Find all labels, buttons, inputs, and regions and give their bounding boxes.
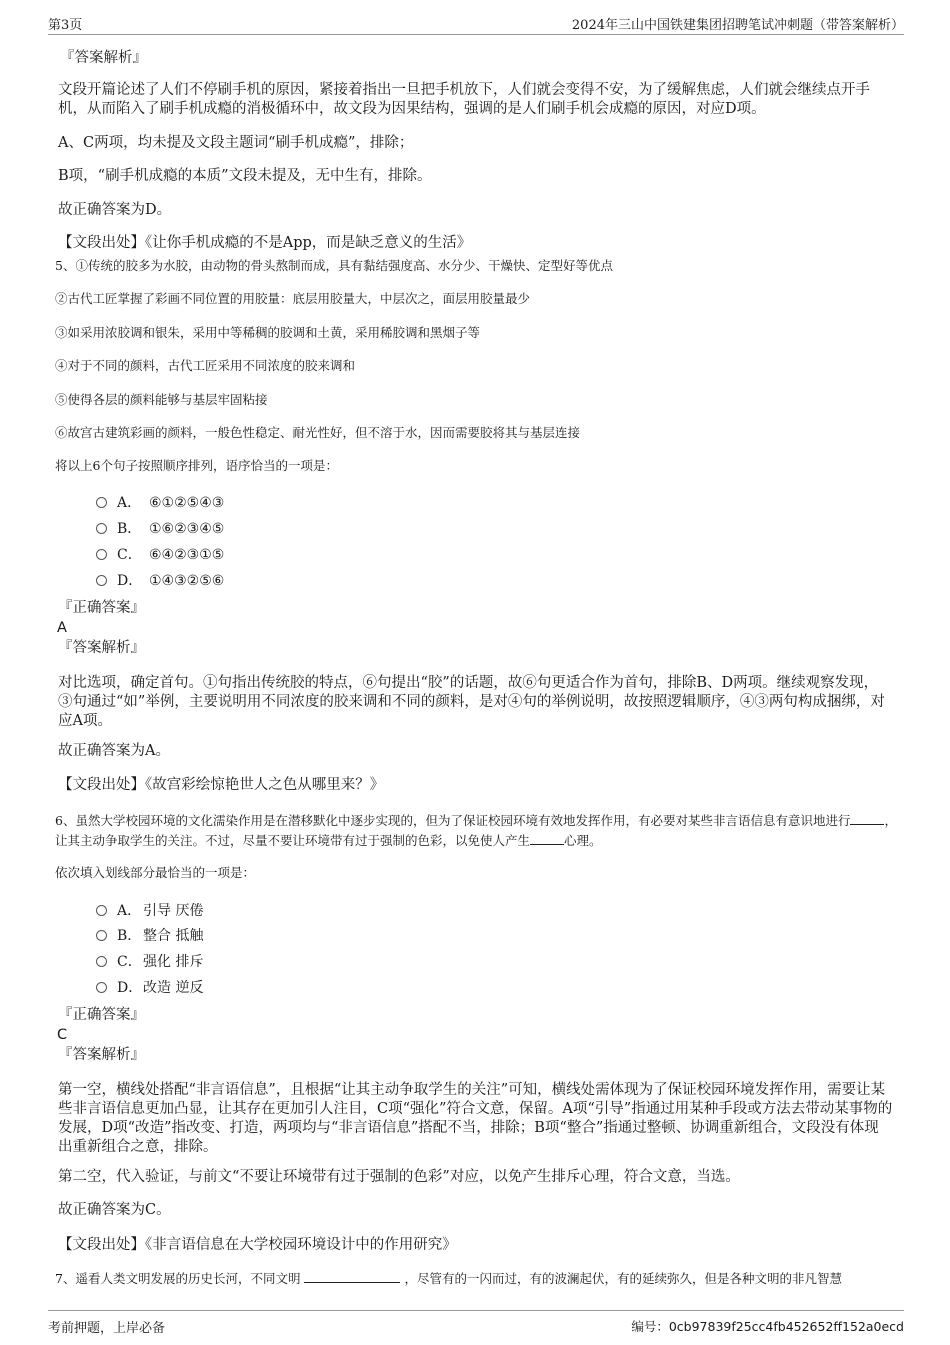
radio-circle-icon[interactable] bbox=[96, 982, 107, 993]
radio-circle-icon[interactable] bbox=[96, 575, 107, 586]
q6-stem bbox=[55, 811, 900, 851]
q6-option-c[interactable] bbox=[96, 952, 203, 972]
q5-option-a[interactable] bbox=[96, 493, 224, 513]
q4-analysis-p2: A、C两项，均未提及文段主题词“刷手机成瘾”，排除； bbox=[58, 135, 414, 151]
radio-circle-icon[interactable] bbox=[96, 905, 107, 916]
q7-stem bbox=[55, 1269, 915, 1289]
q6-analysis-p1: 第一空，横线处搭配“非言语信息”，且根据“让其主动争取学生的关注”可知，横线处需体现为了保证校园环境发挥作用，需要让某些非言语信息更加凸显，让其存在更加引人注目，C项“强化”符合文意，保留。A项“引导”指通过用某种手段或方法去带动某事物的发展，D项“改造”指改变、打造，两项均与“非言语信息”搭配不当，排除；B项“整合”指通过整顿、协调重新组合，文段没有体现出重新组合之意，排除。 bbox=[58, 1082, 893, 1155]
q5-sentence-3: ③如采用浓胶调和银朱，采用中等稀稠的胶调和土黄，采用稀胶调和黑烟子等 bbox=[55, 325, 481, 340]
q7-stem-part-1: 7、遥看人类文明发展的历史长河，不同文明 bbox=[55, 1271, 301, 1286]
q6-answer: C bbox=[57, 1027, 68, 1043]
option-letter: C． bbox=[117, 547, 142, 563]
q6-analysis-p3: 故正确答案为C。 bbox=[58, 1202, 171, 1218]
option-letter: B． bbox=[117, 928, 142, 944]
option-text: 强化 排斥 bbox=[143, 954, 204, 970]
q4-analysis-label: 『答案解析』 bbox=[60, 50, 147, 66]
option-text: 改造 逆反 bbox=[143, 980, 204, 996]
q4-analysis-p1: 文段开篇论述了人们不停刷手机的原因，紧接着指出一旦把手机放下，人们就会变得不安，为了缓解焦虑，人们就会继续点开手机，从而陷入了刷手机成瘾的消极循环中，故文段为因果结构，强调的是人们刷手机会成瘾的原因，对应D项。 bbox=[58, 82, 870, 117]
option-letter: A． bbox=[117, 903, 142, 919]
option-letter: D． bbox=[117, 573, 143, 589]
q6-stem-part-3: 心理。 bbox=[564, 833, 602, 848]
document-serial: 编号：0cb97839f25cc4fb452652ff152a0ecd bbox=[631, 1319, 904, 1334]
page-header bbox=[48, 12, 904, 35]
radio-circle-icon[interactable] bbox=[96, 930, 107, 941]
footer-slogan: 考前押题，上岸必备 bbox=[48, 1321, 166, 1336]
radio-circle-icon[interactable] bbox=[96, 549, 107, 560]
option-text: 整合 抵触 bbox=[143, 928, 204, 944]
fill-blank-1 bbox=[304, 1282, 400, 1283]
option-letter: A． bbox=[117, 495, 142, 511]
q6-answer-label: 『正确答案』 bbox=[58, 1007, 145, 1023]
option-letter: C． bbox=[117, 954, 142, 970]
q5-prompt: 将以上6个句子按照顺序排列，语序恰当的一项是： bbox=[55, 458, 338, 473]
q5-sentence-6: ⑥故宫古建筑彩画的颜料，一般色性稳定、耐光性好，但不溶于水，因而需要胶将其与基层连接 bbox=[55, 425, 581, 440]
radio-circle-icon[interactable] bbox=[96, 497, 107, 508]
q5-sentence-5: ⑤使得各层的颜料能够与基层牢固粘接 bbox=[55, 392, 268, 407]
radio-circle-icon[interactable] bbox=[96, 956, 107, 967]
q6-analysis-p2: 第二空，代入验证，与前文“不要让环境带有过于强制的色彩”对应，以免产生排斥心理，符合文意，当选。 bbox=[58, 1169, 740, 1185]
q7-stem-part-2: ，尽管有的一闪而过，有的波澜起伏，有的延续弥久，但是各种文明的非凡智慧 bbox=[404, 1271, 842, 1286]
q6-stem-part-1: 6、虽然大学校园环境的文化濡染作用是在潜移默化中逐步实现的，但为了保证校园环境有效地发挥作用，有必要对某些非言语信息有意识地进行 bbox=[55, 813, 851, 828]
page-footer bbox=[48, 1310, 904, 1335]
q6-option-d[interactable] bbox=[96, 978, 203, 998]
option-letter: B． bbox=[117, 521, 142, 537]
q6-prompt: 依次填入划线部分最恰当的一项是： bbox=[55, 865, 256, 880]
q6-stem-part-2: ，让其主动争取学生的关注。不过，尽量不要让环境带有过于强制的色彩，以免使人产生 bbox=[55, 813, 897, 848]
q5-analysis-p1: 对比选项，确定首句。①句指出传统胶的特点，⑥句提出“胶”的话题，故⑥句更适合作为首句，排除B、D两项。继续观察发现，③句通过“如”举例，主要说明用不同浓度的胶来调和不同的颜料，是对④句的举例说明，故按照逻辑顺序，④③两句构成捆绑，对应A项。 bbox=[58, 675, 885, 729]
q5-analysis-p2: 故正确答案为A。 bbox=[58, 743, 170, 759]
option-letter: D． bbox=[117, 980, 143, 996]
option-text: ①④③②⑤⑥ bbox=[149, 573, 225, 589]
q5-answer: A bbox=[57, 620, 67, 636]
q5-source: 【文段出处】《故宫彩绘惊艳世人之色从哪里来？》 bbox=[58, 777, 385, 793]
document-title: 2024年三山中国铁建集团招聘笔试冲刺题（带答案解析） bbox=[571, 18, 904, 33]
q5-option-d[interactable] bbox=[96, 571, 224, 591]
q5-option-b[interactable] bbox=[96, 519, 224, 539]
q4-analysis-p4: 故正确答案为D。 bbox=[58, 202, 172, 218]
option-text: ⑥①②⑤④③ bbox=[149, 495, 225, 511]
radio-circle-icon[interactable] bbox=[96, 523, 107, 534]
q6-option-a[interactable] bbox=[96, 901, 203, 921]
q4-source: 【文段出处】《让你手机成瘾的不是App，而是缺乏意义的生活》 bbox=[58, 235, 472, 251]
q5-sentence-1: 5、①传统的胶多为水胶，由动物的骨头熬制而成，具有黏结强度高、水分少、干燥快、定型好等优点 bbox=[55, 258, 613, 273]
q6-analysis-label: 『答案解析』 bbox=[58, 1047, 145, 1063]
q5-analysis-label: 『答案解析』 bbox=[58, 640, 145, 656]
option-text: 引导 厌倦 bbox=[143, 903, 204, 919]
page-number: 第3页 bbox=[48, 18, 83, 33]
q4-analysis-p3: B项，“刷手机成瘾的本质”文段未提及，无中生有，排除。 bbox=[58, 168, 432, 184]
q5-sentence-2: ②古代工匠掌握了彩画不同位置的用胶量：底层用胶量大，中层次之，面层用胶量最少 bbox=[55, 291, 531, 306]
q6-option-b[interactable] bbox=[96, 926, 203, 946]
fill-blank-1 bbox=[850, 824, 884, 825]
option-text: ①⑥②③④⑤ bbox=[149, 521, 225, 537]
q5-sentence-4: ④对于不同的颜料，古代工匠采用不同浓度的胶来调和 bbox=[55, 358, 356, 373]
q6-source: 【文段出处】《非言语信息在大学校园环境设计中的作用研究》 bbox=[58, 1237, 457, 1253]
fill-blank-2 bbox=[530, 844, 564, 845]
q5-answer-label: 『正确答案』 bbox=[58, 600, 145, 616]
option-text: ⑥④②③①⑤ bbox=[149, 547, 225, 563]
q5-option-c[interactable] bbox=[96, 545, 224, 565]
